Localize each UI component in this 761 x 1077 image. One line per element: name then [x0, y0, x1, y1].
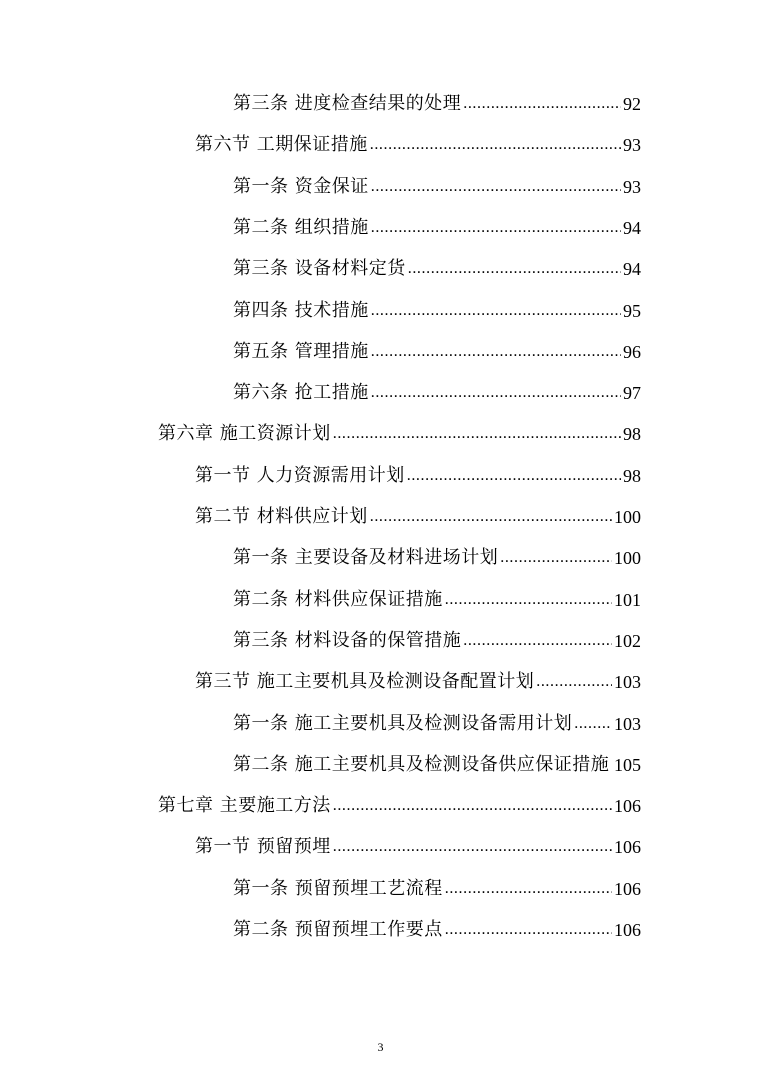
toc-entry-label: 第三条 设备材料定货 — [233, 258, 406, 279]
toc-entry-label: 第二条 施工主要机具及检测设备供应保证措施 — [233, 754, 610, 775]
toc-entry[interactable] — [233, 336, 641, 364]
toc-leader-dots — [445, 918, 612, 942]
toc-entry[interactable] — [195, 831, 641, 859]
toc-entry[interactable] — [233, 253, 641, 281]
toc-entry[interactable] — [233, 914, 641, 942]
toc-leader-dots — [463, 629, 612, 653]
toc-entry-page: 100 — [614, 507, 641, 527]
toc-entry-page: 92 — [623, 94, 641, 114]
toc-leader-dots — [574, 712, 612, 736]
toc-leader-dots — [371, 299, 621, 323]
toc-entry[interactable] — [195, 501, 641, 529]
toc-leader-dots — [371, 340, 621, 364]
toc-leader-dots — [370, 505, 612, 529]
toc-entry[interactable] — [195, 129, 641, 157]
toc-entry[interactable] — [233, 749, 641, 777]
toc-leader-dots — [407, 464, 621, 488]
toc-leader-dots — [408, 257, 621, 281]
toc-entry-page: 102 — [614, 631, 641, 651]
toc-leader-dots — [333, 835, 612, 859]
toc-entry-page: 97 — [623, 383, 641, 403]
toc-entry[interactable] — [233, 88, 641, 116]
toc-leader-dots — [445, 877, 612, 901]
toc-entry-label: 第六条 抢工措施 — [233, 382, 369, 403]
toc-leader-dots — [370, 133, 621, 157]
toc-entry[interactable] — [195, 460, 641, 488]
toc-entry-label: 第五条 管理措施 — [233, 341, 369, 362]
toc-entry-label: 第一节 人力资源需用计划 — [195, 465, 405, 486]
toc-entry-page: 106 — [614, 920, 641, 940]
toc-entry-label: 第六章 施工资源计划 — [158, 423, 331, 444]
toc-entry-label: 第一条 主要设备及材料进场计划 — [233, 547, 499, 568]
page-number: 3 — [377, 1040, 384, 1054]
toc-entry-label: 第七章 主要施工方法 — [158, 795, 331, 816]
toc-entry[interactable] — [233, 295, 641, 323]
toc-entry-page: 94 — [623, 218, 641, 238]
toc-leader-dots — [371, 175, 621, 199]
toc-leader-dots — [371, 381, 621, 405]
toc-leader-dots — [371, 216, 621, 240]
toc-entry[interactable] — [233, 377, 641, 405]
toc-entry[interactable] — [158, 790, 641, 818]
toc-entry-page: 106 — [614, 796, 641, 816]
toc-leader-dots — [463, 92, 621, 116]
toc-entry[interactable] — [233, 708, 641, 736]
toc-entry-label: 第四条 技术措施 — [233, 300, 369, 321]
toc-entry-label: 第一条 资金保证 — [233, 176, 369, 197]
toc-entry[interactable] — [233, 584, 641, 612]
toc-leader-dots — [333, 794, 612, 818]
toc-entry-page: 105 — [614, 755, 641, 775]
toc-entry-page: 95 — [623, 301, 641, 321]
toc-entry-label: 第二条 预留预埋工作要点 — [233, 919, 443, 940]
toc-entry-page: 98 — [623, 466, 641, 486]
toc-entry[interactable] — [233, 212, 641, 240]
toc-entry-page: 103 — [614, 714, 641, 734]
toc-entry[interactable] — [233, 873, 641, 901]
toc-entry-page: 106 — [614, 879, 641, 899]
toc-entry-page: 94 — [623, 259, 641, 279]
toc-entry-page: 96 — [623, 342, 641, 362]
toc-entry-page: 93 — [623, 177, 641, 197]
toc-entry-label: 第三条 材料设备的保管措施 — [233, 630, 462, 651]
toc-entry-page: 98 — [623, 424, 641, 444]
toc-entry[interactable] — [195, 666, 641, 694]
toc-entry-page: 101 — [614, 590, 641, 610]
toc-entry[interactable] — [233, 542, 641, 570]
toc-entry-label: 第一条 施工主要机具及检测设备需用计划 — [233, 713, 573, 734]
toc-leader-dots — [611, 753, 612, 777]
toc-entry[interactable] — [233, 625, 641, 653]
toc-entry-label: 第三节 施工主要机具及检测设备配置计划 — [195, 671, 535, 692]
toc-entry-label: 第二节 材料供应计划 — [195, 506, 368, 527]
toc-entry-page: 106 — [614, 837, 641, 857]
toc-leader-dots — [333, 422, 621, 446]
toc-entry-label: 第二条 组织措施 — [233, 217, 369, 238]
toc-leader-dots — [536, 670, 612, 694]
toc-entry-label: 第一条 预留预埋工艺流程 — [233, 878, 443, 899]
toc-leader-dots — [445, 588, 612, 612]
toc-entry[interactable] — [233, 171, 641, 199]
toc-entry-label: 第一节 预留预埋 — [195, 836, 331, 857]
toc-entry-page: 93 — [623, 135, 641, 155]
toc-entry-label: 第六节 工期保证措施 — [195, 134, 368, 155]
toc-leader-dots — [500, 546, 612, 570]
toc-entry[interactable] — [158, 418, 641, 446]
toc-entry-page: 100 — [614, 548, 641, 568]
toc-entry-page: 103 — [614, 672, 641, 692]
toc-entry-label: 第二条 材料供应保证措施 — [233, 589, 443, 610]
toc-entry-label: 第三条 进度检查结果的处理 — [233, 93, 462, 114]
